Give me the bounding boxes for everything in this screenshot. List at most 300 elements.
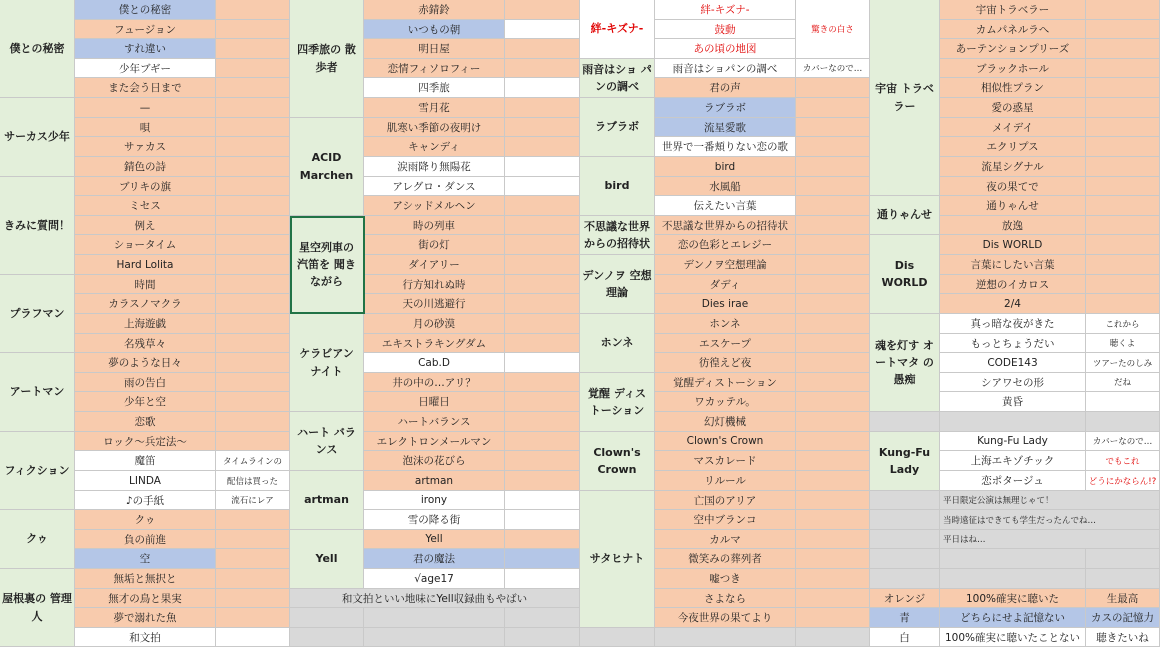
album-header[interactable]: きみに質問！ [0,177,75,275]
note-cell[interactable] [796,294,870,314]
note-cell[interactable] [505,137,580,157]
note-cell[interactable] [216,432,290,451]
note-cell[interactable] [505,255,580,275]
song-cell[interactable]: irony [364,491,505,510]
song-cell[interactable]: 夢のような日々 [75,353,216,373]
note-cell[interactable] [216,216,290,235]
note-cell[interactable] [216,78,290,98]
album-header[interactable]: 宇宙 トラベラー [870,0,940,196]
song-cell[interactable]: bird [655,157,796,177]
song-cell[interactable]: 少年と空 [75,392,216,412]
empty-cell[interactable] [580,628,655,647]
song-cell[interactable]: 唄 [75,118,216,137]
note-cell[interactable] [505,20,580,39]
song-cell[interactable]: フュージョン [75,20,216,39]
legend-color[interactable]: オレンジ [870,589,940,608]
song-cell[interactable]: 水風船 [655,177,796,196]
song-cell[interactable]: 天の川逃避行 [364,294,505,314]
song-cell[interactable]: いつもの朝 [364,20,505,39]
note-cell[interactable] [505,157,580,177]
note-cell[interactable] [505,59,580,78]
note-cell[interactable] [796,412,870,432]
note-cell[interactable] [216,20,290,39]
note-cell[interactable] [505,451,580,471]
song-cell[interactable]: 流星愛歌 [655,118,796,137]
note-cell[interactable]: ツアーたのしみ [1086,353,1160,373]
note-cell[interactable] [1086,392,1160,412]
album-header[interactable]: Yell [290,530,364,589]
empty-cell[interactable] [940,412,1086,432]
song-cell[interactable]: 亡国のアリア [655,491,796,510]
legend-note[interactable]: 聴きたいね [1086,628,1160,647]
note-cell[interactable] [505,294,580,314]
note-cell[interactable] [216,314,290,334]
remark-cell[interactable]: 平日限定公演は無理じゃて！ [940,491,1160,510]
note-cell[interactable] [216,157,290,177]
song-cell[interactable]: 井の中の…アリ？ [364,373,505,392]
song-cell[interactable]: ハートバランス [364,412,505,432]
song-cell[interactable]: カムパネルラへ [940,20,1086,39]
note-cell[interactable] [216,98,290,118]
note-cell[interactable] [796,137,870,157]
album-header[interactable]: ハート バランス [290,412,364,471]
album-header[interactable]: ホンネ [580,314,655,373]
song-cell[interactable]: 泡沫の花びら [364,451,505,471]
song-cell[interactable]: 僕との秘密 [75,0,216,20]
song-cell[interactable]: 2/4 [940,294,1086,314]
album-header[interactable]: 絆-キズナ- [580,0,655,59]
song-cell[interactable]: 赤錆鈴 [364,0,505,20]
song-cell[interactable]: 街の灯 [364,235,505,255]
note-cell[interactable] [1086,294,1160,314]
note-cell[interactable] [796,491,870,510]
note-cell[interactable] [1086,216,1160,235]
footer-comment[interactable]: 和文拍といい地味にYell収録曲もやばい [290,589,580,608]
album-header[interactable]: 覚醒 ディス トーション [580,373,655,432]
note-cell[interactable] [1086,98,1160,118]
album-header[interactable]: 星空列車の 汽笛を 聞きながら [290,216,364,314]
song-cell[interactable]: 上海エキゾチック [940,451,1086,471]
note-cell[interactable] [216,255,290,275]
note-cell[interactable] [796,196,870,216]
note-cell[interactable] [1086,275,1160,294]
album-header[interactable]: プラフマン [0,275,75,353]
note-cell[interactable] [505,432,580,451]
note-cell[interactable]: タイムラインの [216,451,290,471]
empty-cell[interactable] [870,491,940,510]
note-cell[interactable]: 配信は買った [216,471,290,491]
empty-cell[interactable] [364,628,505,647]
song-cell[interactable]: 名残草々 [75,334,216,353]
empty-cell[interactable] [505,628,580,647]
song-cell[interactable]: 宇宙トラベラー [940,0,1086,20]
note-cell[interactable] [1086,78,1160,98]
note-cell[interactable] [796,353,870,373]
song-cell[interactable]: 雪の降る街 [364,510,505,530]
song-cell[interactable]: クゥ [75,510,216,530]
note-cell[interactable] [796,628,870,647]
note-cell[interactable] [505,530,580,549]
note-cell[interactable] [216,294,290,314]
song-cell[interactable]: ♪の手紙 [75,491,216,510]
note-cell[interactable] [796,98,870,118]
empty-cell[interactable] [290,608,364,628]
song-cell[interactable]: 君の声 [655,78,796,98]
song-cell[interactable]: 愛の惑星 [940,98,1086,118]
album-header[interactable]: 僕との秘密 [0,0,75,98]
note-cell[interactable] [1086,39,1160,59]
album-header[interactable]: 通りゃんせ [870,196,940,235]
note-cell[interactable] [796,373,870,392]
note-cell[interactable] [1086,0,1160,20]
note-cell[interactable] [505,275,580,294]
song-cell[interactable]: artman [364,471,505,491]
note-cell[interactable] [1086,20,1160,39]
empty-cell[interactable] [870,569,940,589]
song-cell[interactable]: ショータイム [75,235,216,255]
note-cell[interactable] [216,392,290,412]
note-cell[interactable] [216,0,290,20]
note-cell[interactable] [796,118,870,137]
song-cell[interactable]: ダイアリー [364,255,505,275]
album-header[interactable]: ACID Marchen [290,118,364,216]
song-cell[interactable]: ブリキの旗 [75,177,216,196]
song-cell[interactable]: シアワセの形 [940,373,1086,392]
song-cell[interactable]: デンノヲ空想理論 [655,255,796,275]
song-cell[interactable]: ワカッテル。 [655,392,796,412]
note-cell[interactable] [216,569,290,589]
note-cell[interactable] [505,471,580,491]
song-cell[interactable]: LINDA [75,471,216,491]
song-cell[interactable]: ブラックホール [940,59,1086,78]
note-cell[interactable] [216,589,290,608]
song-cell[interactable]: エクリプス [940,137,1086,157]
note-cell[interactable] [796,275,870,294]
song-cell[interactable]: 無才の鳥と果実 [75,589,216,608]
album-header[interactable]: Clown's Crown [580,432,655,491]
song-cell[interactable]: 絆-キズナ- [655,0,796,20]
song-cell[interactable]: また会う日まで [75,78,216,98]
song-cell[interactable]: 今夜世界の果てより [655,608,796,628]
note-cell[interactable] [505,177,580,196]
note-cell[interactable] [1086,196,1160,216]
song-cell[interactable]: 上海遊戯 [75,314,216,334]
song-cell[interactable]: 嘘つき [655,569,796,589]
empty-cell[interactable] [870,549,940,569]
note-cell[interactable] [1086,157,1160,177]
note-cell[interactable] [796,235,870,255]
note-cell[interactable] [796,216,870,235]
note-cell[interactable] [796,608,870,628]
note-cell[interactable] [1086,177,1160,196]
song-cell[interactable]: 負の前進 [75,530,216,549]
album-header[interactable]: ケラビアン ナイト [290,314,364,412]
song-cell[interactable]: エレクトロンメールマン [364,432,505,451]
song-cell[interactable]: 真っ暗な夜がきた [940,314,1086,334]
note-cell[interactable] [216,39,290,59]
note-cell[interactable] [505,412,580,432]
note-cell[interactable] [796,334,870,353]
album-header[interactable]: 雨音はショ パンの調べ [580,59,655,98]
song-cell[interactable]: 明日屋 [364,39,505,59]
album-header[interactable]: フィクション [0,432,75,510]
note-cell[interactable] [216,510,290,530]
note-cell[interactable]: カバーなので… [1086,432,1160,451]
song-cell[interactable]: あーテンションプリーズ [940,39,1086,59]
song-cell[interactable]: Kung-Fu Lady [940,432,1086,451]
note-cell[interactable] [216,530,290,549]
empty-cell[interactable] [505,608,580,628]
note-cell[interactable] [505,78,580,98]
song-cell[interactable]: 錆色の詩 [75,157,216,177]
song-cell[interactable]: — [75,98,216,118]
empty-cell[interactable] [655,628,796,647]
song-cell[interactable]: 恋歌 [75,412,216,432]
song-cell[interactable]: 月の砂漠 [364,314,505,334]
note-cell[interactable] [505,510,580,530]
empty-cell[interactable] [290,628,364,647]
song-cell[interactable]: Hard Lolita [75,255,216,275]
note-cell[interactable] [216,275,290,294]
note-cell[interactable] [796,432,870,451]
song-cell[interactable]: Clown's Crown [655,432,796,451]
note-cell[interactable] [505,334,580,353]
note-cell[interactable] [505,373,580,392]
album-header[interactable]: artman [290,471,364,530]
note-cell[interactable] [796,589,870,608]
song-cell[interactable]: 君の魔法 [364,549,505,569]
album-header[interactable]: サタヒナト [580,491,655,628]
song-cell[interactable]: 雪月花 [364,98,505,118]
note-cell[interactable] [1086,59,1160,78]
note-cell[interactable] [505,491,580,510]
note-cell[interactable] [505,314,580,334]
album-header[interactable]: ラブラボ [580,98,655,157]
album-header[interactable]: 魂を灯す オートマタ の愚痴 [870,314,940,412]
empty-cell[interactable] [1086,569,1160,589]
album-header[interactable]: 屋根裏の 管理人 [0,569,75,647]
song-cell[interactable]: 時間 [75,275,216,294]
note-cell[interactable] [796,157,870,177]
song-cell[interactable]: アレグロ・ダンス [364,177,505,196]
song-cell[interactable]: 例え [75,216,216,235]
note-cell[interactable] [796,549,870,569]
song-cell[interactable]: ロック〜兵定法〜 [75,432,216,451]
song-cell[interactable]: Yell [364,530,505,549]
empty-cell[interactable] [870,412,940,432]
song-cell[interactable]: 恋情フィソロフィー [364,59,505,78]
album-header[interactable]: クゥ [0,510,75,569]
album-header[interactable]: サーカス少年 [0,98,75,177]
note-cell[interactable]: カバーなので… [796,59,870,78]
song-cell[interactable]: 肌寒い季節の夜明け [364,118,505,137]
song-cell[interactable]: ホンネ [655,314,796,334]
note-cell[interactable] [505,216,580,235]
note-cell[interactable]: でもこれ [1086,451,1160,471]
song-cell[interactable]: ラブラボ [655,98,796,118]
note-cell[interactable] [216,196,290,216]
note-cell[interactable] [796,471,870,491]
empty-cell[interactable] [364,608,505,628]
album-header[interactable]: 四季旅の 散歩者 [290,0,364,118]
note-cell[interactable]: どうにかならん!? [1086,471,1160,491]
album-header[interactable]: bird [580,157,655,216]
song-cell[interactable]: CODE143 [940,353,1086,373]
note-cell[interactable] [216,235,290,255]
song-cell[interactable]: 逆想のイカロス [940,275,1086,294]
song-cell[interactable]: カルマ [655,530,796,549]
note-cell[interactable] [796,451,870,471]
song-cell[interactable]: エキストラキングダム [364,334,505,353]
song-cell[interactable]: 少年ブギー [75,59,216,78]
note-cell[interactable] [216,373,290,392]
note-cell[interactable] [505,98,580,118]
note-cell[interactable] [216,353,290,373]
note-cell[interactable] [216,549,290,569]
note-cell[interactable] [796,569,870,589]
legend-color[interactable]: 青 [870,608,940,628]
song-cell[interactable]: もっとちょうだい [940,334,1086,353]
note-cell[interactable] [1086,118,1160,137]
note-cell[interactable] [505,0,580,20]
song-cell[interactable]: 和文拍 [75,628,216,647]
song-cell[interactable]: Cab.D [364,353,505,373]
song-cell[interactable]: 通りゃんせ [940,196,1086,216]
note-cell[interactable] [216,412,290,432]
note-cell[interactable] [796,78,870,98]
empty-cell[interactable] [870,510,940,530]
remark-cell[interactable]: 平日はね… [940,530,1160,549]
legend-color[interactable]: 白 [870,628,940,647]
song-cell[interactable]: 夜の果てで [940,177,1086,196]
song-cell[interactable]: 流星シグナル [940,157,1086,177]
song-cell[interactable]: 四季旅 [364,78,505,98]
note-cell[interactable]: 聴くよ [1086,334,1160,353]
note-cell[interactable] [216,177,290,196]
note-cell[interactable] [216,137,290,157]
note-cell[interactable] [505,196,580,216]
song-cell[interactable]: 恋の色彩とエレジー [655,235,796,255]
song-cell[interactable]: 覚醒ディストーション [655,373,796,392]
note-cell[interactable] [1086,255,1160,275]
song-cell[interactable]: √age17 [364,569,505,589]
song-cell[interactable]: 世界で一番頬りない恋の歌 [655,137,796,157]
note-cell[interactable] [505,39,580,59]
empty-cell[interactable] [1086,549,1160,569]
note-cell[interactable] [216,608,290,628]
song-cell[interactable]: 黄昏 [940,392,1086,412]
song-cell[interactable]: さよなら [655,589,796,608]
note-cell[interactable] [216,334,290,353]
legend-note[interactable]: 生最高 [1086,589,1160,608]
song-cell[interactable]: 空 [75,549,216,569]
song-cell[interactable]: 無垢と無択と [75,569,216,589]
album-header[interactable]: Kung-Fu Lady [870,432,940,491]
song-cell[interactable]: サァカス [75,137,216,157]
note-cell[interactable]: 流石にレア [216,491,290,510]
song-cell[interactable]: 彷徨えど夜 [655,353,796,373]
note-cell[interactable] [505,549,580,569]
note-cell[interactable] [216,628,290,647]
note-cell[interactable] [505,353,580,373]
song-cell[interactable]: リルール [655,471,796,491]
song-cell[interactable]: 微笑みの葬列者 [655,549,796,569]
song-cell[interactable]: Dies irae [655,294,796,314]
song-cell[interactable]: 放逸 [940,216,1086,235]
album-header[interactable]: 不思議な世界 からの招待状 [580,216,655,255]
song-cell[interactable]: 不思議な世界からの招待状 [655,216,796,235]
note-cell[interactable] [796,530,870,549]
song-cell[interactable]: すれ違い [75,39,216,59]
song-cell[interactable]: カラスノマクラ [75,294,216,314]
legend-meaning[interactable]: 100%確実に聴いたことない [940,628,1086,647]
legend-meaning[interactable]: 100%確実に聴いた [940,589,1086,608]
note-cell[interactable]: これから [1086,314,1160,334]
song-cell[interactable]: 伝えたい言葉 [655,196,796,216]
album-header[interactable]: デンノヲ 空想理論 [580,255,655,314]
empty-cell[interactable] [870,530,940,549]
note-cell[interactable] [1086,137,1160,157]
note-cell[interactable] [505,392,580,412]
remark-cell[interactable]: 当時遠征はできても学生だったんでね… [940,510,1160,530]
note-cell[interactable] [216,59,290,78]
legend-meaning[interactable]: どちらにせよ記憶ない [940,608,1086,628]
note-cell[interactable] [1086,235,1160,255]
note-cell[interactable] [796,314,870,334]
song-cell[interactable]: 言葉にしたい言葉 [940,255,1086,275]
empty-cell[interactable] [940,569,1086,589]
song-cell[interactable]: あの頃の地図 [655,39,796,59]
song-cell[interactable]: Dis WORLD [940,235,1086,255]
song-cell[interactable]: ダディ [655,275,796,294]
song-cell[interactable]: 鼓動 [655,20,796,39]
song-cell[interactable]: 相似性プラン [940,78,1086,98]
note-cell[interactable] [796,255,870,275]
album-header[interactable]: アートマン [0,353,75,432]
song-cell[interactable]: 時の列車 [364,216,505,235]
song-cell[interactable]: 雨の告白 [75,373,216,392]
song-cell[interactable]: 魔笛 [75,451,216,471]
song-cell[interactable]: 涙雨降り無陽花 [364,157,505,177]
note-cell[interactable] [796,510,870,530]
note-cell[interactable] [505,235,580,255]
legend-note[interactable]: カスの記憶力 [1086,608,1160,628]
song-cell[interactable]: メイデイ [940,118,1086,137]
note-cell[interactable] [796,392,870,412]
note-cell[interactable] [216,118,290,137]
song-cell[interactable]: 幻灯機械 [655,412,796,432]
song-cell[interactable]: エスケープ [655,334,796,353]
song-cell[interactable]: キャンディ [364,137,505,157]
note-cell[interactable] [505,569,580,589]
song-cell[interactable]: 行方知れぬ時 [364,275,505,294]
note-cell[interactable]: 驚きの白さ [796,0,870,59]
song-cell[interactable]: 日曜日 [364,392,505,412]
song-cell[interactable]: 空中ブランコ [655,510,796,530]
note-cell[interactable] [505,118,580,137]
song-cell[interactable]: アシッドメルヘン [364,196,505,216]
song-cell[interactable]: マスカレード [655,451,796,471]
album-header[interactable]: Dis WORLD [870,235,940,314]
empty-cell[interactable] [1086,412,1160,432]
note-cell[interactable]: だね [1086,373,1160,392]
song-cell[interactable]: 夢で溺れた魚 [75,608,216,628]
empty-cell[interactable] [940,549,1086,569]
song-cell[interactable]: 雨音はショパンの調べ [655,59,796,78]
song-cell[interactable]: 恋ポタージュ [940,471,1086,491]
note-cell[interactable] [796,177,870,196]
song-cell[interactable]: ミセス [75,196,216,216]
